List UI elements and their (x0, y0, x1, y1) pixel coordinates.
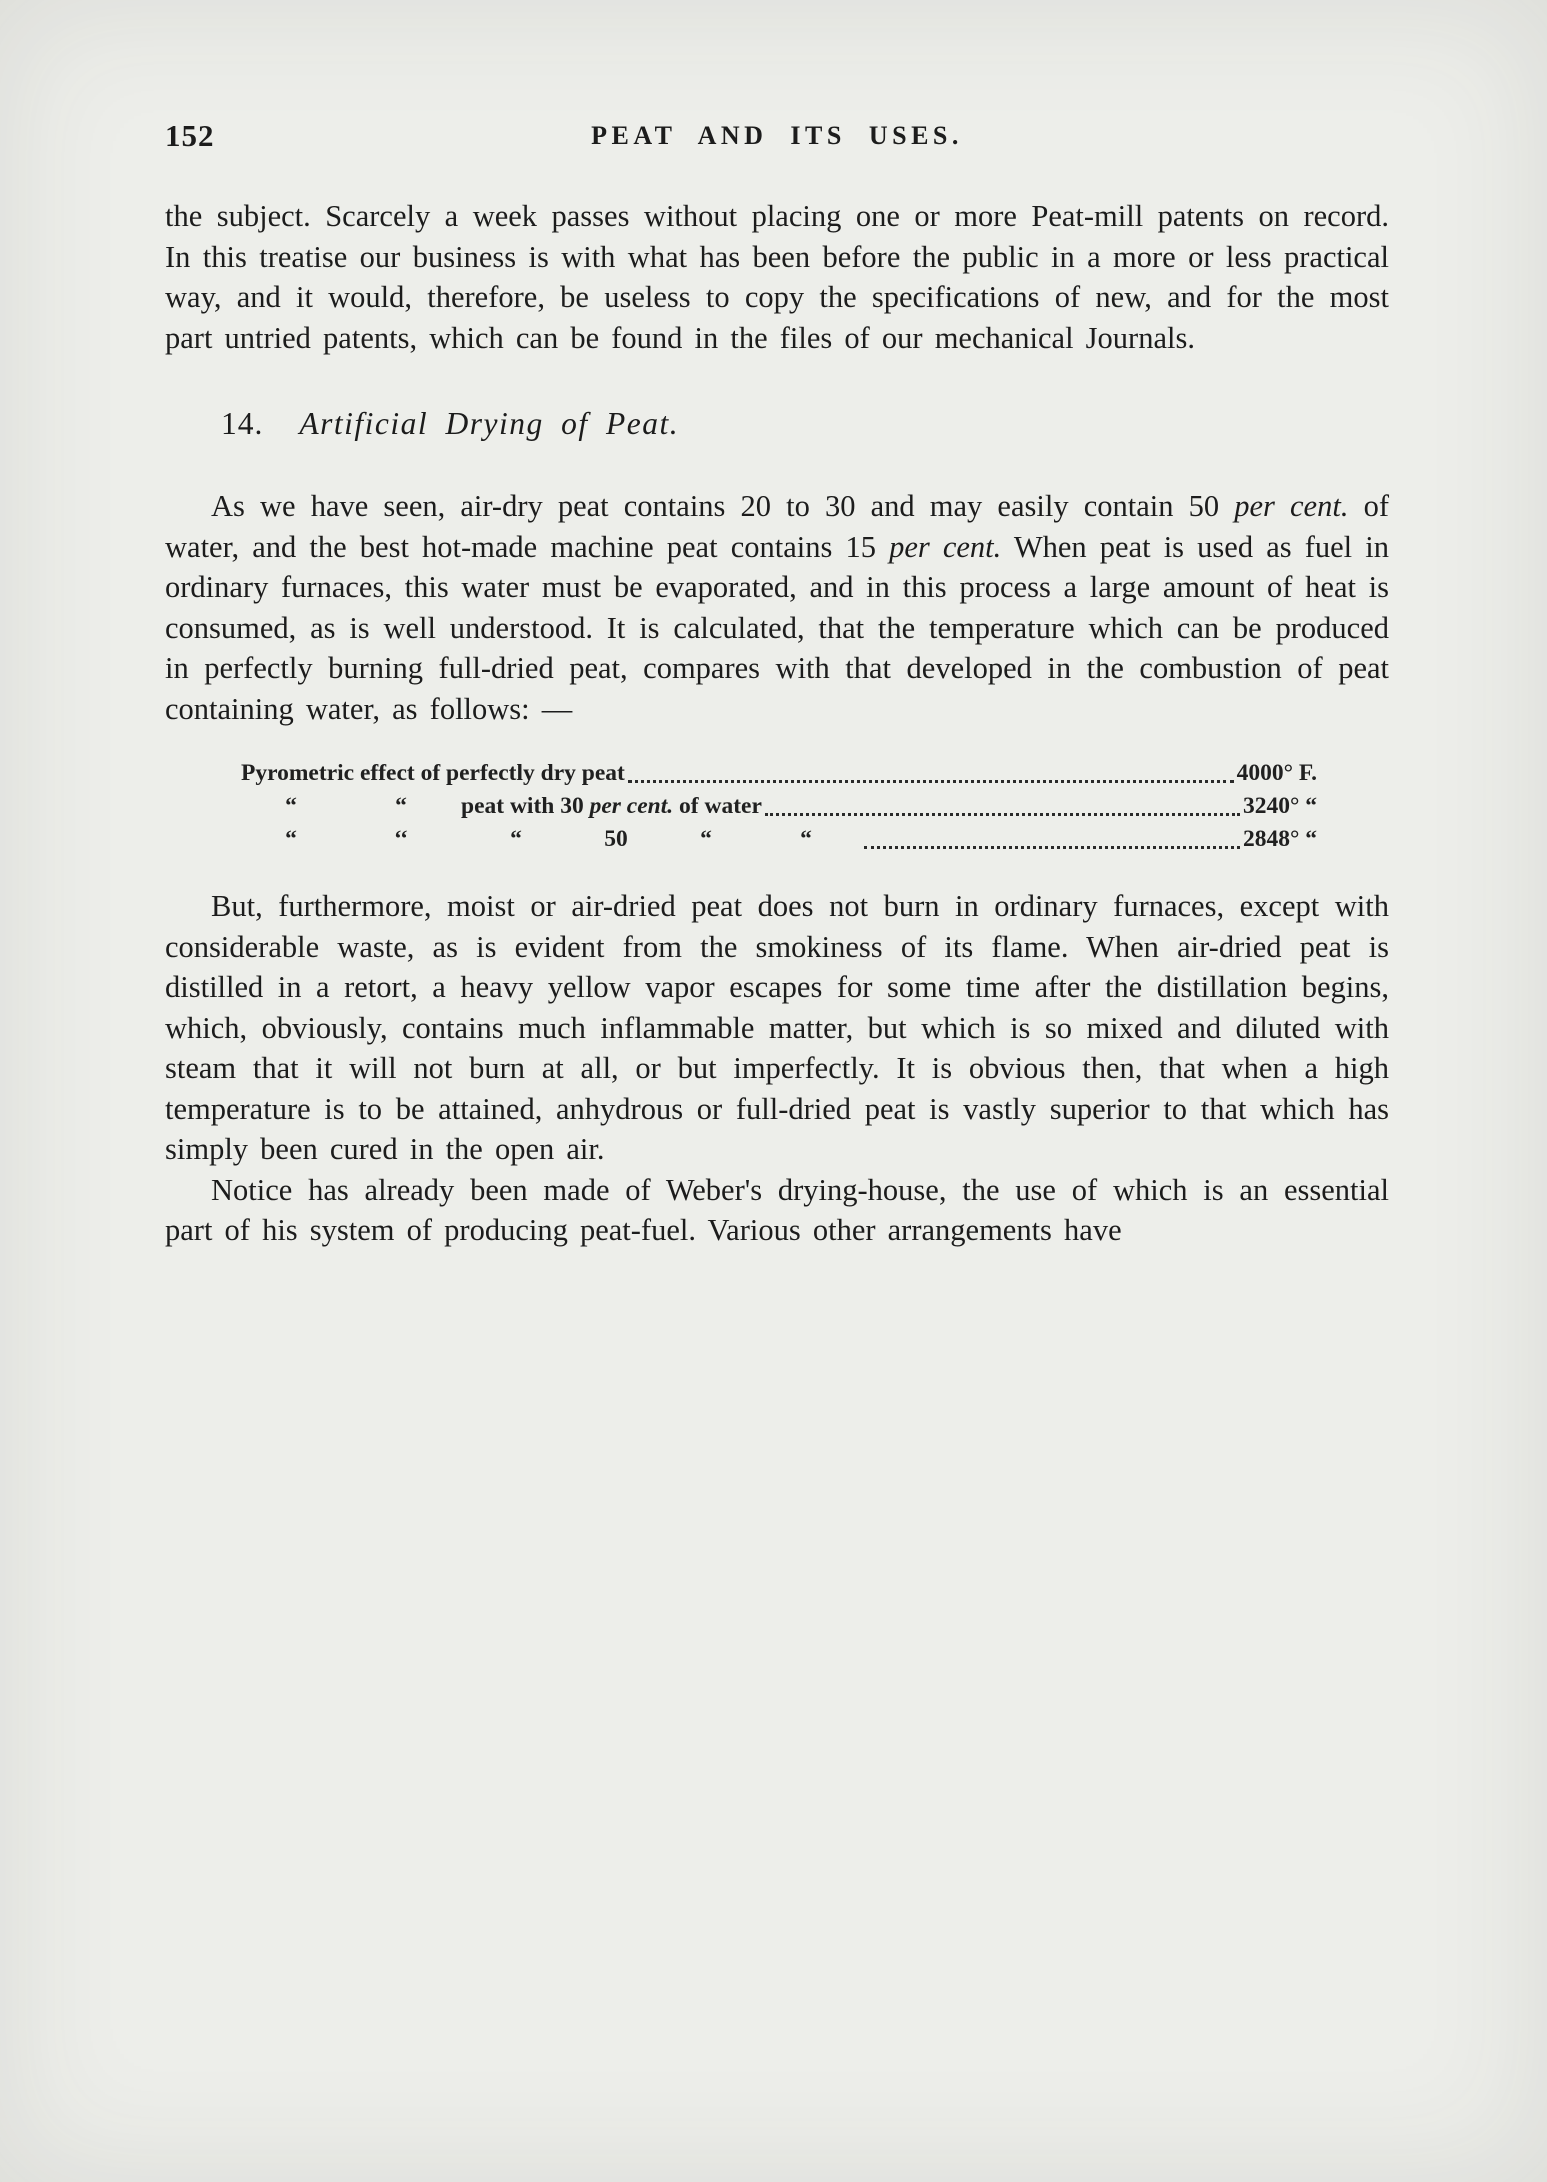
text-segment: As we have seen, air-dry peat contains 20 to 30 and may easily contain 50 (211, 489, 1235, 523)
page-number: 152 (165, 118, 215, 153)
table-cell: peat with 30 (461, 793, 590, 819)
table-row (241, 823, 1317, 856)
table-cell: “ (510, 826, 522, 852)
text-segment: When peat is used as fuel in ordinary furnaces, this water must be evaporated, and in this process a large amount of heat is consumed, as is well understood. It is calculated, that the temperature which can be produced in perfectly burning full-dried peat, compares with that developed in the combustion of peat containing water, as follows: — (165, 529, 1389, 726)
table-value: 2848° “ (1242, 826, 1317, 852)
table-cell: “ (285, 793, 297, 819)
text-segment: Notice has already been made of Weber's drying-house, the use of which is an essential part of his system of producing peat-fuel. Various other arrangements have (165, 1172, 1389, 1247)
table-cell: “ (395, 793, 407, 819)
leader-dots (628, 780, 1234, 783)
section-heading (221, 406, 1389, 442)
paragraph-weber-drying-house (165, 1170, 1389, 1251)
table-cell: Pyrometric effect of perfectly dry peat (241, 760, 625, 786)
text-segment: per cent. (889, 529, 1002, 564)
pyrometric-table (241, 757, 1317, 856)
running-title: PEAT AND ITS USES. (591, 121, 963, 150)
text-segment: of water, and the best hot-made machine peat contains 15 (165, 489, 1389, 564)
section-number: 14. (221, 406, 264, 441)
text-segment: per cent. (1234, 489, 1349, 523)
paragraph-air-dry-peat (165, 486, 1389, 729)
paragraph-intro (165, 196, 1389, 358)
table-row (241, 757, 1317, 790)
table-cell: “ (800, 826, 812, 852)
leader-dots (765, 813, 1240, 816)
table-value: 4000° F. (1236, 760, 1317, 786)
table-value: 3240° “ (1242, 793, 1317, 819)
leader-dots (864, 846, 1240, 849)
table-cell: ‘‘ (394, 826, 408, 852)
paragraph-moist-peat (165, 886, 1389, 1170)
text-segment: the subject. Scarcely a week passes without placing one or more Peat-mill patents on record. In this treatise our business is with what has been before the public in a more or less practical way, and it would, therefore, be useless to copy the specifications of new, and for the most part untried patents, which can be found in the files of our mechanical Journals. (165, 199, 1389, 355)
table-cell: per cent. (589, 793, 674, 819)
text-segment: But, furthermore, moist or air-dried peat does not burn in ordinary furnaces, except with considerable waste, as is evident from the smokiness of its flame. When air-dried peat is distilled in a retort, a heavy yellow vapor escapes for some time after the distillation begins, which, obviously, contains much inflammable matter, but which is so mixed and diluted with steam that it will not burn at all, or but imperfectly. It is obvious then, that when a high temperature is to be attained, anhydrous or full-dried peat is vastly superior to that which has simply been cured in the open air. (165, 889, 1389, 1166)
table-row (241, 790, 1317, 823)
table-cell: of water (673, 793, 762, 819)
table-cell: “ (285, 826, 297, 852)
table-cell: 50 (604, 826, 628, 852)
section-title: Artificial Drying of Peat. (299, 406, 680, 441)
page-header (165, 118, 1389, 164)
table-cell: “ (700, 826, 712, 852)
